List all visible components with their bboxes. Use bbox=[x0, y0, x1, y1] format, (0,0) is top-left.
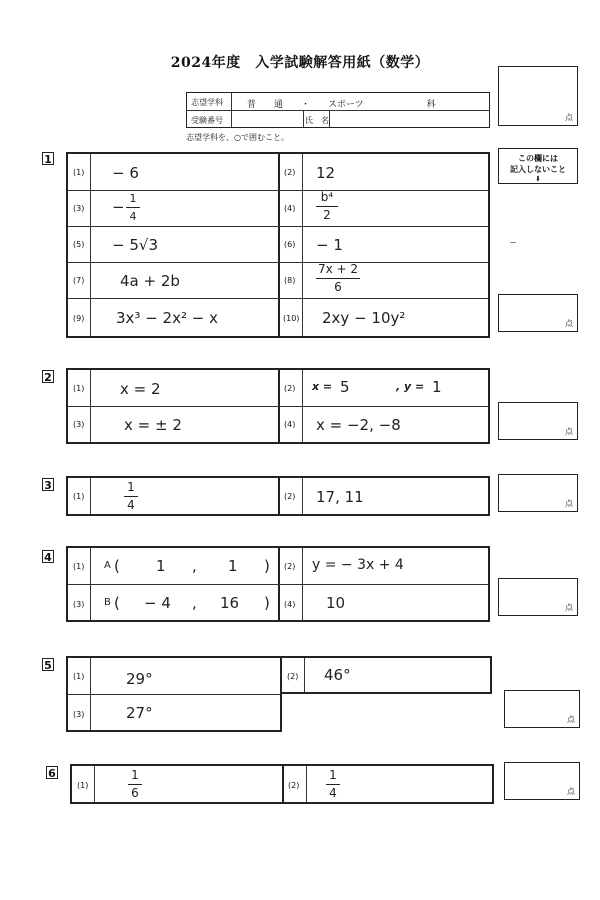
q-label: (3) bbox=[73, 420, 85, 429]
q-label: (9) bbox=[73, 314, 85, 323]
answer-1-7[interactable]: 4a + 2b bbox=[120, 272, 180, 290]
section-2-table bbox=[66, 368, 490, 444]
answer-1-1[interactable]: − 6 bbox=[112, 164, 139, 182]
q-label: (1) bbox=[73, 562, 85, 571]
section-1-number: 1 bbox=[42, 152, 54, 165]
q-label: (1) bbox=[77, 781, 89, 790]
answer-2-2-x[interactable]: 5 bbox=[340, 378, 350, 396]
q-label: (2) bbox=[288, 781, 300, 790]
answer-1-3-sign: − bbox=[112, 198, 125, 216]
answer-4-1-x[interactable]: 1 bbox=[156, 557, 166, 575]
q-label: (6) bbox=[284, 240, 296, 249]
denominator: 6 bbox=[334, 280, 342, 294]
score-unit: 点 bbox=[565, 603, 573, 612]
answer-1-9[interactable]: 3x³ − 2x² − x bbox=[116, 309, 218, 327]
q-label: (2) bbox=[284, 562, 296, 571]
numerator: 1 bbox=[329, 768, 337, 782]
paren-open: ( bbox=[114, 557, 120, 575]
answer-1-4[interactable] bbox=[316, 190, 338, 223]
header-table bbox=[186, 92, 490, 128]
answer-5-1[interactable]: 29° bbox=[126, 670, 153, 688]
score-unit: 点 bbox=[565, 113, 573, 122]
notice-line1: この欄には bbox=[518, 154, 558, 163]
name-field[interactable] bbox=[331, 111, 489, 127]
section-5-table-left bbox=[66, 656, 282, 732]
point-b-label: B bbox=[104, 597, 111, 608]
section-4-table bbox=[66, 546, 490, 622]
answer-4-2[interactable]: y = − 3x + 4 bbox=[312, 557, 404, 573]
q-label: (3) bbox=[73, 204, 85, 213]
paren-close: ) bbox=[264, 557, 270, 575]
section-6-table bbox=[70, 764, 494, 804]
answer-4-1-y[interactable]: 1 bbox=[228, 557, 238, 575]
q-label: (2) bbox=[284, 384, 296, 393]
answer-4-3-y[interactable]: 16 bbox=[220, 594, 240, 612]
q-label: (1) bbox=[73, 168, 85, 177]
q-label: (7) bbox=[73, 276, 85, 285]
paren-close: ) bbox=[264, 594, 270, 612]
answer-5-3[interactable]: 27° bbox=[126, 704, 153, 722]
denominator: 4 bbox=[329, 786, 337, 800]
score-unit: 点 bbox=[567, 715, 575, 724]
score-unit: 点 bbox=[565, 319, 573, 328]
notice-line2: 記入しないこと bbox=[510, 165, 566, 174]
score-unit: 点 bbox=[565, 427, 573, 436]
numerator: 1 bbox=[127, 480, 135, 494]
score-unit: 点 bbox=[565, 499, 573, 508]
section-4-number: 4 bbox=[42, 550, 54, 563]
answer-2-2-y[interactable]: 1 bbox=[432, 378, 442, 396]
section-2-number: 2 bbox=[42, 370, 54, 383]
x-label: x = bbox=[312, 380, 333, 393]
section-3-table bbox=[66, 476, 490, 516]
answer-2-4[interactable]: x = −2, −8 bbox=[316, 416, 401, 434]
q-label: (1) bbox=[73, 492, 85, 501]
stray-mark bbox=[510, 242, 516, 243]
name-label: 氏 名 bbox=[305, 116, 329, 125]
answer-6-2[interactable] bbox=[326, 768, 340, 801]
answer-5-2[interactable]: 46° bbox=[324, 666, 351, 684]
q-label: (3) bbox=[73, 710, 85, 719]
answer-2-3[interactable]: x = ± 2 bbox=[124, 416, 182, 434]
answer-4-3-x[interactable]: − 4 bbox=[144, 594, 171, 612]
section-3-score-box[interactable] bbox=[498, 474, 578, 512]
q-label: (1) bbox=[73, 672, 85, 681]
answer-6-1[interactable] bbox=[128, 768, 142, 801]
y-label: , y = bbox=[396, 380, 425, 393]
section-5-number: 5 bbox=[42, 658, 54, 671]
answer-1-6[interactable]: − 1 bbox=[316, 236, 343, 254]
section-1-score-box[interactable] bbox=[498, 294, 578, 332]
answer-3-2[interactable]: 17, 11 bbox=[316, 488, 364, 506]
section-5-table-right bbox=[280, 656, 492, 694]
course-note: 志望学科を、○で囲むこと。 bbox=[186, 133, 289, 142]
notice-box bbox=[498, 148, 578, 184]
exam-number-field[interactable] bbox=[233, 111, 301, 127]
denominator: 6 bbox=[131, 786, 139, 800]
answer-1-8[interactable] bbox=[316, 262, 360, 295]
page-title: 2024年度 入学試験解答用紙（数学） bbox=[170, 55, 430, 71]
score-unit: 点 bbox=[567, 787, 575, 796]
denominator: 2 bbox=[323, 208, 331, 222]
denominator: 4 bbox=[129, 210, 137, 223]
numerator: 1 bbox=[129, 192, 137, 205]
exam-number-label: 受験番号 bbox=[191, 116, 223, 125]
total-score-box[interactable] bbox=[498, 66, 578, 126]
course-value[interactable]: 普 通 ・ スポーツ 科 bbox=[247, 100, 436, 110]
numerator: b⁴ bbox=[320, 190, 334, 204]
point-a-label: A bbox=[104, 560, 111, 571]
q-label: (8) bbox=[284, 276, 296, 285]
section-6-score-box[interactable] bbox=[504, 762, 580, 800]
q-label: (2) bbox=[287, 672, 299, 681]
q-label: (1) bbox=[73, 384, 85, 393]
answer-4-4[interactable]: 10 bbox=[326, 594, 346, 612]
q-label: (5) bbox=[73, 240, 85, 249]
down-arrow-icon: ⬇ bbox=[535, 175, 541, 183]
q-label: (2) bbox=[284, 168, 296, 177]
q-label: (3) bbox=[73, 600, 85, 609]
answer-1-5[interactable]: − 5√3 bbox=[112, 236, 158, 254]
comma: , bbox=[192, 557, 197, 575]
answer-2-1[interactable]: x = 2 bbox=[120, 380, 161, 398]
numerator: 1 bbox=[131, 768, 139, 782]
paren-open: ( bbox=[114, 594, 120, 612]
answer-3-1[interactable] bbox=[124, 480, 138, 513]
q-label: (4) bbox=[284, 420, 296, 429]
denominator: 4 bbox=[127, 498, 135, 512]
section-1-table bbox=[66, 152, 490, 338]
answer-1-10[interactable]: 2xy − 10y² bbox=[322, 309, 406, 327]
section-4-score-box[interactable] bbox=[498, 578, 578, 616]
section-2-score-box[interactable] bbox=[498, 402, 578, 440]
q-label: (10) bbox=[283, 314, 300, 323]
numerator: 7x + 2 bbox=[317, 262, 359, 276]
answer-1-3[interactable] bbox=[126, 191, 140, 224]
course-label: 志望学科 bbox=[191, 98, 223, 107]
q-label: (2) bbox=[284, 492, 296, 501]
section-3-number: 3 bbox=[42, 478, 54, 491]
section-6-number: 6 bbox=[46, 766, 58, 779]
q-label: (4) bbox=[284, 204, 296, 213]
comma: , bbox=[192, 594, 197, 612]
section-5-score-box[interactable] bbox=[504, 690, 580, 728]
q-label: (4) bbox=[284, 600, 296, 609]
answer-1-2[interactable]: 12 bbox=[316, 164, 336, 182]
